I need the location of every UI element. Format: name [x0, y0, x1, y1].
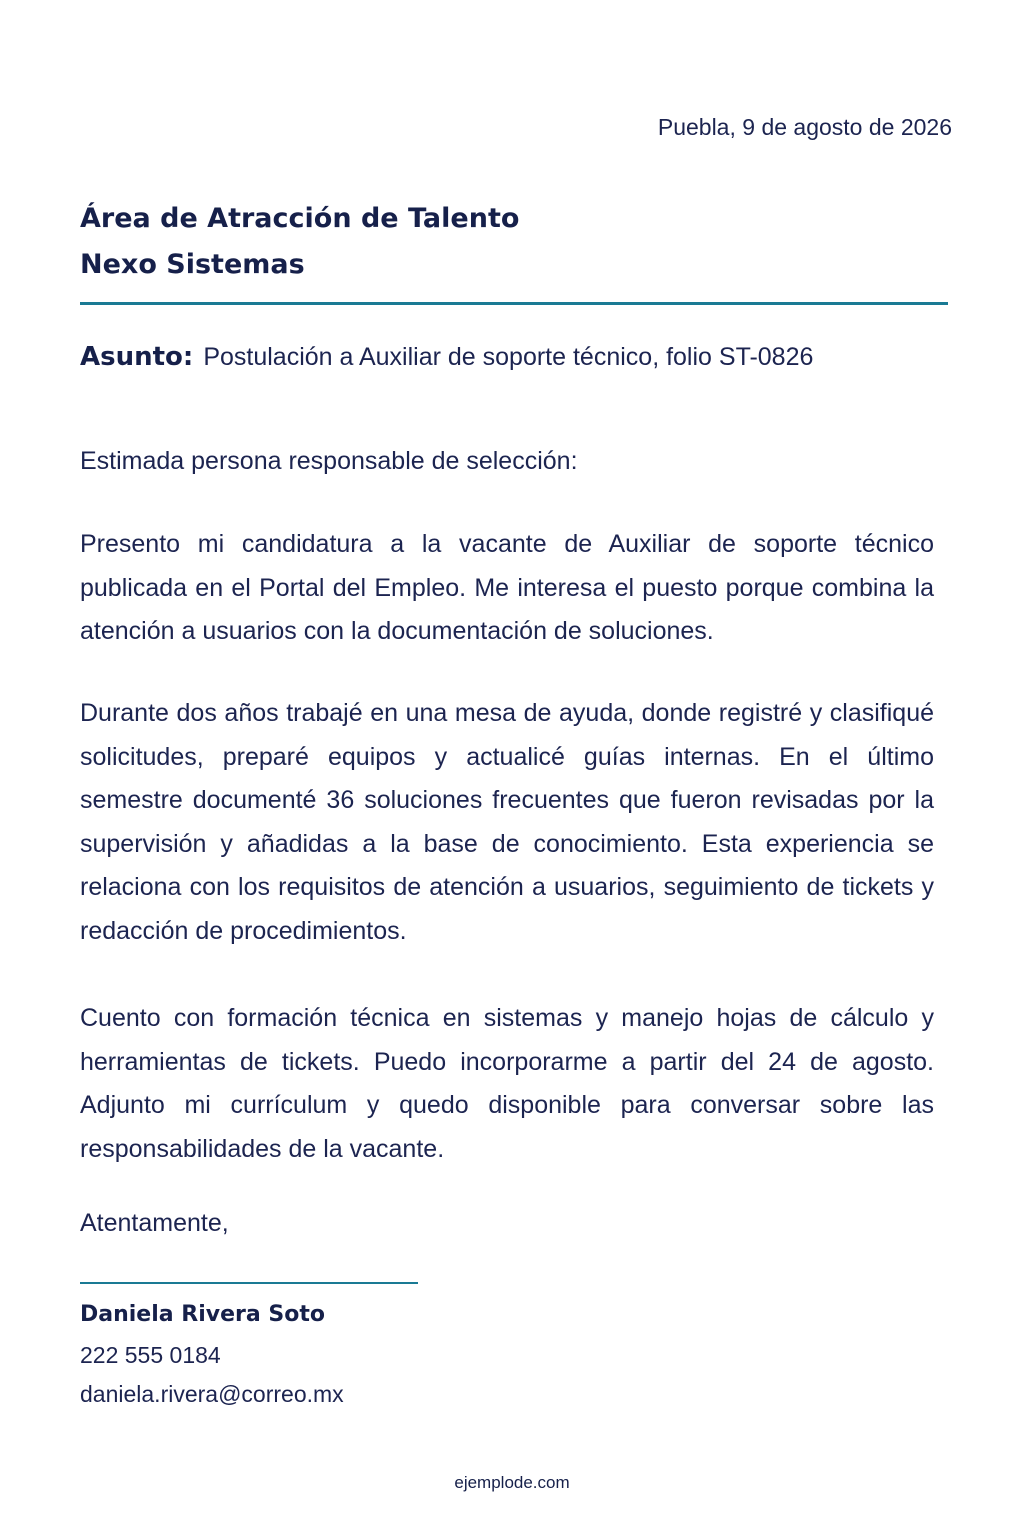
- subject-line: [80, 342, 813, 372]
- body-paragraph-1: Presento mi candidatura a la vacante de Auxiliar de soporte técnico publicada en el Portal del Empleo. Me interesa el puesto porque combina la atención a usuarios con la documentación de soluciones.: [80, 530, 934, 645]
- body-paragraph-3: Cuento con formación técnica en sistemas y manejo hojas de cálculo y herramientas de tickets. Puedo incorporarme a partir del 24 de agosto. Adjunto mi currículum y quedo disponible para conversar sobre las responsabilidades de la vacante.: [80, 1004, 934, 1163]
- header-divider: [80, 302, 948, 305]
- letter-date: Puebla, 9 de agosto de 2026: [657, 114, 952, 140]
- subject-label: Asunto:: [80, 342, 194, 372]
- recipient-department: Área de Atracción de Talento: [80, 203, 520, 234]
- signature-line: [80, 1282, 418, 1284]
- recipient-block: [80, 196, 519, 288]
- signer-email: daniela.rivera@correo.mx: [80, 1381, 344, 1407]
- body-paragraph-2: Durante dos años trabajé en una mesa de ayuda, donde registré y clasifiqué solicitudes, preparé equipos y actualicé guías internas. En el último semestre documenté 36 soluciones frecuentes que fueron revisadas por la supervisión y añadidas a la base de conocimiento. Esta experiencia se relaciona con los requisitos de atención a usuarios, seguimiento de tickets y redacción de procedimientos.: [80, 699, 934, 945]
- salutation: Estimada persona responsable de selección:: [80, 447, 578, 475]
- closing: Atentamente,: [80, 1209, 229, 1237]
- signer-phone: 222 555 0184: [80, 1342, 221, 1368]
- recipient-company: Nexo Sistemas: [80, 249, 305, 280]
- footer-site: ejemplode.com: [454, 1473, 570, 1492]
- subject-text: Postulación a Auxiliar de soporte técnico, folio ST-0826: [203, 343, 814, 371]
- signer-name: Daniela Rivera Soto: [80, 1302, 325, 1327]
